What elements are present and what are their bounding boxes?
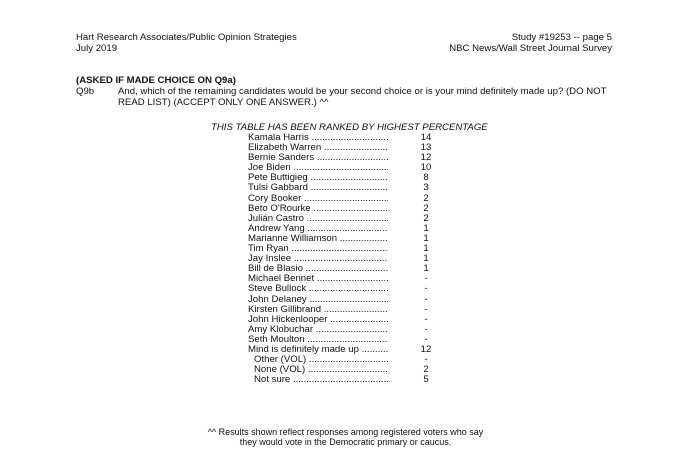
row-label-text: Other (VOL) xyxy=(254,355,307,366)
row-value: 8 xyxy=(423,172,429,184)
leader-dots xyxy=(310,173,388,183)
leader-dots xyxy=(330,315,388,325)
row-value: 12 xyxy=(420,343,432,355)
row-label-text: Tulsi Gabbard xyxy=(248,183,308,194)
row-label-text: John Hickenlooper xyxy=(248,314,328,325)
row-value: - xyxy=(424,293,428,305)
study-page: Study #19253 -- page 5 xyxy=(511,32,612,43)
row-label-text: Michael Bennet xyxy=(248,274,315,285)
row-label xyxy=(248,183,388,193)
row-value: - xyxy=(424,303,428,315)
row-value: 14 xyxy=(420,132,432,143)
row-label-text: Beto O'Rourke xyxy=(248,203,311,214)
row-label xyxy=(248,204,388,214)
row-label-text: Cory Booker xyxy=(248,193,302,204)
leader-dots xyxy=(313,204,388,214)
row-value: 3 xyxy=(423,182,429,194)
question-number: Q9b xyxy=(76,86,95,97)
row-label xyxy=(248,163,388,173)
row-label-text: Pete Buttigieg xyxy=(248,173,308,184)
row-label xyxy=(248,274,388,284)
row-label xyxy=(248,244,388,254)
leader-dots xyxy=(311,133,388,143)
leader-dots xyxy=(304,194,388,204)
leader-dots xyxy=(308,365,388,375)
row-label xyxy=(248,264,388,274)
question-condition: (ASKED IF MADE CHOICE ON Q9a) xyxy=(76,75,236,86)
row-value: 1 xyxy=(423,222,429,234)
row-label-text: Kirsten Gillibrand xyxy=(248,304,322,315)
organization-name: Hart Research Associates/Public Opinion Strategies xyxy=(76,32,297,43)
row-label xyxy=(248,295,388,305)
row-label xyxy=(248,365,388,375)
row-value: 1 xyxy=(423,243,429,255)
row-label-text: Bernie Sanders xyxy=(248,153,315,164)
row-label-text: Kamala Harris xyxy=(248,133,309,143)
row-label xyxy=(248,375,388,385)
leader-dots xyxy=(306,264,388,274)
leader-dots xyxy=(309,295,388,305)
footnote-line-2: they would vote in the Democratic primary or caucus. xyxy=(239,436,452,447)
leader-dots xyxy=(317,274,388,284)
row-label-text: Elizabeth Warren xyxy=(248,143,322,154)
row-label xyxy=(248,345,388,355)
leader-dots xyxy=(324,305,388,315)
row-label xyxy=(248,194,388,204)
row-value: 1 xyxy=(423,263,429,275)
row-value: 12 xyxy=(420,152,432,164)
row-label xyxy=(248,335,388,345)
leader-dots xyxy=(291,244,388,254)
row-label-text: None (VOL) xyxy=(254,365,306,376)
row-value: 2 xyxy=(423,202,429,214)
header-right xyxy=(449,32,612,54)
row-label xyxy=(248,143,388,153)
row-label-text: Amy Klobuchar xyxy=(248,324,314,335)
row-label xyxy=(248,173,388,183)
row-label-text: Jay Inslee xyxy=(248,254,292,265)
row-label-text: Steve Bullock xyxy=(248,284,307,295)
leader-dots xyxy=(309,355,388,365)
footnote-line-1: ^^ Results shown reflect responses among registered voters who say xyxy=(207,427,484,437)
row-label-text: Seth Moulton xyxy=(248,334,305,345)
leader-dots xyxy=(307,224,388,234)
survey-date: July 2019 xyxy=(76,43,118,54)
row-value: - xyxy=(424,283,428,295)
leader-dots xyxy=(311,183,388,193)
row-value: 2 xyxy=(423,212,429,224)
row-value: - xyxy=(424,323,428,335)
footnote xyxy=(0,428,691,447)
row-value: 2 xyxy=(423,192,429,204)
row-label-text: Tim Ryan xyxy=(248,244,289,255)
row-value: 1 xyxy=(423,232,429,244)
table-row xyxy=(248,375,456,385)
leader-dots xyxy=(324,143,388,153)
row-label-text: Andrew Yang xyxy=(248,223,305,234)
row-label xyxy=(248,325,388,335)
row-label xyxy=(248,355,388,365)
leader-dots xyxy=(316,325,388,335)
row-label xyxy=(248,305,388,315)
leader-dots xyxy=(340,234,388,244)
survey-name: NBC News/Wall Street Journal Survey xyxy=(449,43,612,54)
row-value: 10 xyxy=(420,162,432,174)
leader-dots xyxy=(362,345,388,355)
row-value: 13 xyxy=(420,142,432,154)
header-left xyxy=(76,32,297,54)
row-label-text: Marianne Williamson xyxy=(248,233,338,244)
row-label xyxy=(248,284,388,294)
leader-dots xyxy=(293,375,388,385)
row-label xyxy=(248,254,388,264)
leader-dots xyxy=(307,335,388,345)
row-label-text: Not sure xyxy=(254,375,291,386)
row-value: 2 xyxy=(423,364,429,376)
leader-dots xyxy=(317,153,388,163)
leader-dots xyxy=(307,214,388,224)
row-label-text: Mind is definitely made up xyxy=(248,344,359,355)
row-value: - xyxy=(424,354,428,366)
row-label xyxy=(248,234,388,244)
ranking-note: THIS TABLE HAS BEEN RANKED BY HIGHEST PERCENTAGE xyxy=(211,122,488,133)
row-value: - xyxy=(424,333,428,345)
row-value: - xyxy=(424,273,428,285)
row-value: 1 xyxy=(423,253,429,265)
row-label xyxy=(248,315,388,325)
row-label-text: Joe Biden xyxy=(248,163,291,174)
row-label-text: John Delaney xyxy=(248,294,307,305)
row-label xyxy=(248,133,388,143)
results-table xyxy=(248,133,456,385)
row-value: 5 xyxy=(423,374,429,386)
row-value: - xyxy=(424,313,428,325)
row-label xyxy=(248,224,388,234)
leader-dots xyxy=(309,284,388,294)
table-row xyxy=(248,284,456,294)
question-text: And, which of the remaining candidates would be your second choice or is your mind definitely made up? (DO NOT READ LIST) (ACCEPT ONLY ONE ANSWER.) ^^ xyxy=(118,86,607,108)
row-label-text: Julián Castro xyxy=(248,213,304,224)
leader-dots xyxy=(293,163,388,173)
row-label-text: Bill de Blasio xyxy=(248,264,303,275)
leader-dots xyxy=(294,254,388,264)
row-label xyxy=(248,214,388,224)
row-label xyxy=(248,153,388,163)
